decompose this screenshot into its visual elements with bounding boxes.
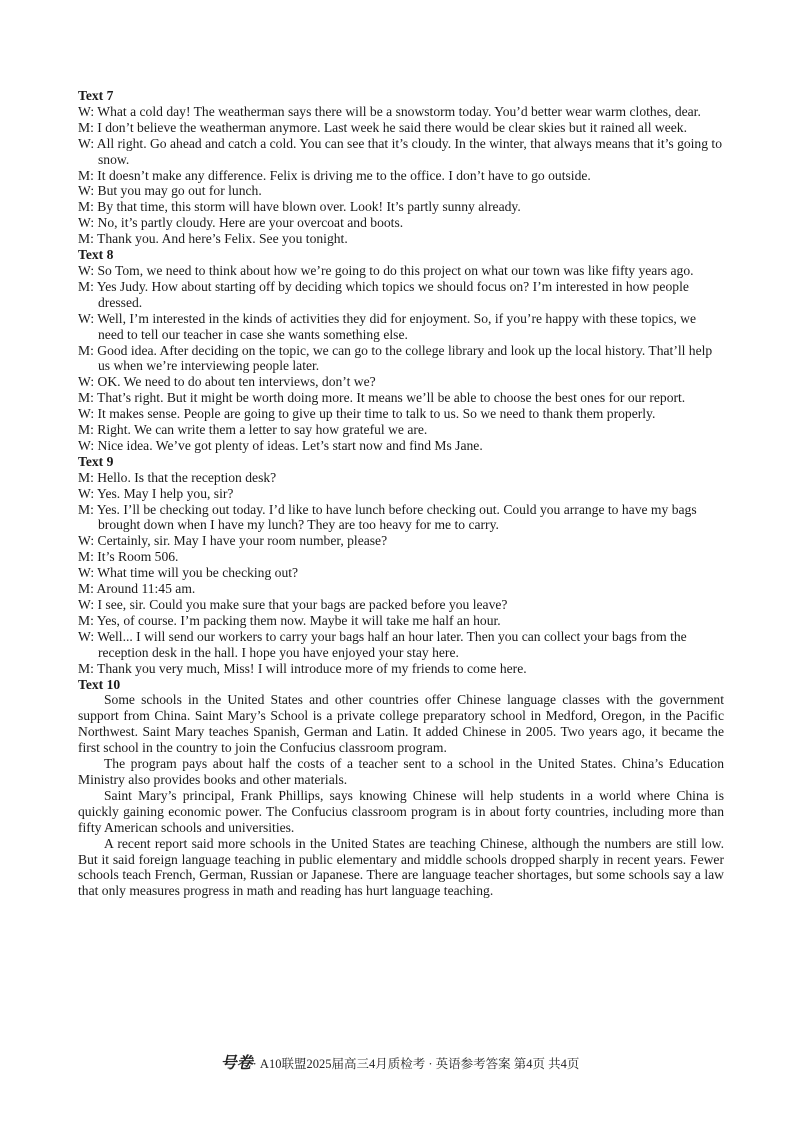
- dialogue: [78, 470, 724, 677]
- brand-logo: 号卷: [220, 1053, 253, 1072]
- dialogue-line: W: Yes. May I help you, sir?: [78, 485, 234, 501]
- passage-paragraph: The program pays about half the costs of a teacher sent to a school in the United States. China’s Education Ministry also provides books and other materials.: [78, 756, 724, 787]
- dialogue-line: W: What a cold day! The weatherman says there will be a snowstorm today. You’d better wear warm clothes, dear.: [78, 103, 701, 119]
- passage-paragraph: A recent report said more schools in the United States are teaching Chinese, although the numbers are still low. But it said foreign language teaching in public elementary and middle schools dropped sharply in recent years. Fewer schools teach French, German, Russian or Japanese. There are language teacher shortages, but some schools say a law that only measures progress in math and reading has hurt language teaching.: [78, 835, 724, 899]
- dialogue-line: M: Good idea. After deciding on the topic, we can go to the college library and look up the local history. That’ll help us when we’re interviewing people later.: [78, 342, 713, 374]
- dialogue: [78, 263, 724, 454]
- dialogue-line: M: Thank you. And here’s Felix. See you tonight.: [78, 231, 348, 247]
- dialogue-line: M: Around 11:45 am.: [78, 581, 196, 597]
- dialogue-line: M: Hello. Is that the reception desk?: [78, 469, 277, 485]
- dialogue-line: M: It doesn’t make any difference. Felix is driving me to the office. I don’t have to go outside.: [78, 167, 591, 183]
- dialogue-line: W: What time will you be checking out?: [78, 565, 299, 581]
- section-title: Text 7: [78, 88, 114, 103]
- dialogue-line: W: OK. We need to do about ten interviews, don’t we?: [78, 374, 376, 390]
- dialogue-line: M: That’s right. But it might be worth doing more. It means we’ll be able to choose the best ones for our report.: [78, 390, 686, 406]
- passage-paragraph: Some schools in the United States and other countries offer Chinese language classes with the government support from China. Saint Mary’s School is a private college preparatory school in Medford, Oregon, in the Pacific Northwest. Saint Mary teaches Spanish, German and Latin. It added Chinese in 2005. Two years ago, it became the first school in the country to join the Confucius classroom program.: [78, 692, 724, 756]
- text-9-section: [78, 454, 724, 677]
- text-7-section: [78, 88, 724, 247]
- dialogue-line: W: It makes sense. People are going to give up their time to talk to us. So we need to thank them properly.: [78, 406, 656, 422]
- dialogue-line: W: So Tom, we need to think about how we’re going to do this project on what our town was like fifty years ago.: [78, 262, 694, 278]
- section-title: Text 8: [78, 247, 114, 263]
- dialogue-line: W: Certainly, sir. May I have your room number, please?: [78, 533, 388, 549]
- dialogue-line: M: By that time, this storm will have blown over. Look! It’s partly sunny already.: [78, 199, 521, 215]
- dialogue-line: M: Yes Judy. How about starting off by deciding which topics we should focus on? I’m interested in how people dressed.: [78, 278, 689, 310]
- passage: [78, 692, 724, 899]
- dialogue-line: M: Yes. I’ll be checking out today. I’d like to have lunch before checking out. Could you arrange to have my bags brought down when I have my lunch? They are too heavy for me to carry.: [78, 501, 697, 533]
- dialogue-line: W: Well, I’m interested in the kinds of activities they did for enjoyment. So, if you’re happy with these topics, we need to tell our teacher in case she wants something else.: [78, 310, 697, 342]
- dialogue-line: M: I don’t believe the weatherman anymore. Last week he said there would be clear skies but it rained all week.: [78, 119, 687, 135]
- dialogue-line: M: It’s Room 506.: [78, 549, 179, 565]
- dialogue-line: W: Nice idea. We’ve got plenty of ideas. Let’s start now and find Ms Jane.: [78, 437, 483, 453]
- section-title: Text 9: [78, 453, 114, 469]
- answer-key-page: [78, 88, 724, 899]
- dialogue-line: W: I see, sir. Could you make sure that your bags are packed before you leave?: [78, 597, 508, 612]
- dialogue-line: W: No, it’s partly cloudy. Here are your overcoat and boots.: [78, 215, 404, 231]
- text-8-section: [78, 247, 724, 454]
- page-footer: [0, 1050, 800, 1073]
- dialogue-line: M: Yes, of course. I’m packing them now. Maybe it will take me half an hour.: [78, 612, 501, 628]
- dialogue-line: M: Thank you very much, Miss! I will introduce more of my friends to come here.: [78, 660, 527, 676]
- passage-paragraph: Saint Mary’s principal, Frank Phillips, says knowing Chinese will help students in a world where China is quickly gaining economic power. The Confucius classroom program is in about forty countries, including more than fifty American schools and universities.: [78, 787, 724, 835]
- section-title: Text 10: [78, 676, 121, 692]
- text-10-section: [78, 677, 724, 900]
- dialogue: [78, 104, 724, 247]
- footer-text: · A10联盟2025届高三4月质检考 · 英语参考答案 第4页 共4页: [252, 1057, 580, 1071]
- dialogue-line: M: Right. We can write them a letter to say how grateful we are.: [78, 422, 428, 438]
- dialogue-line: W: All right. Go ahead and catch a cold. You can see that it’s cloudy. In the winter, that always means that it’s going to snow.: [78, 135, 723, 167]
- dialogue-line: W: But you may go out for lunch.: [78, 183, 262, 199]
- dialogue-line: W: Well... I will send our workers to carry your bags half an hour later. Then you can collect your bags from the reception desk in the hall. I hope you have enjoyed your stay here.: [78, 628, 687, 660]
